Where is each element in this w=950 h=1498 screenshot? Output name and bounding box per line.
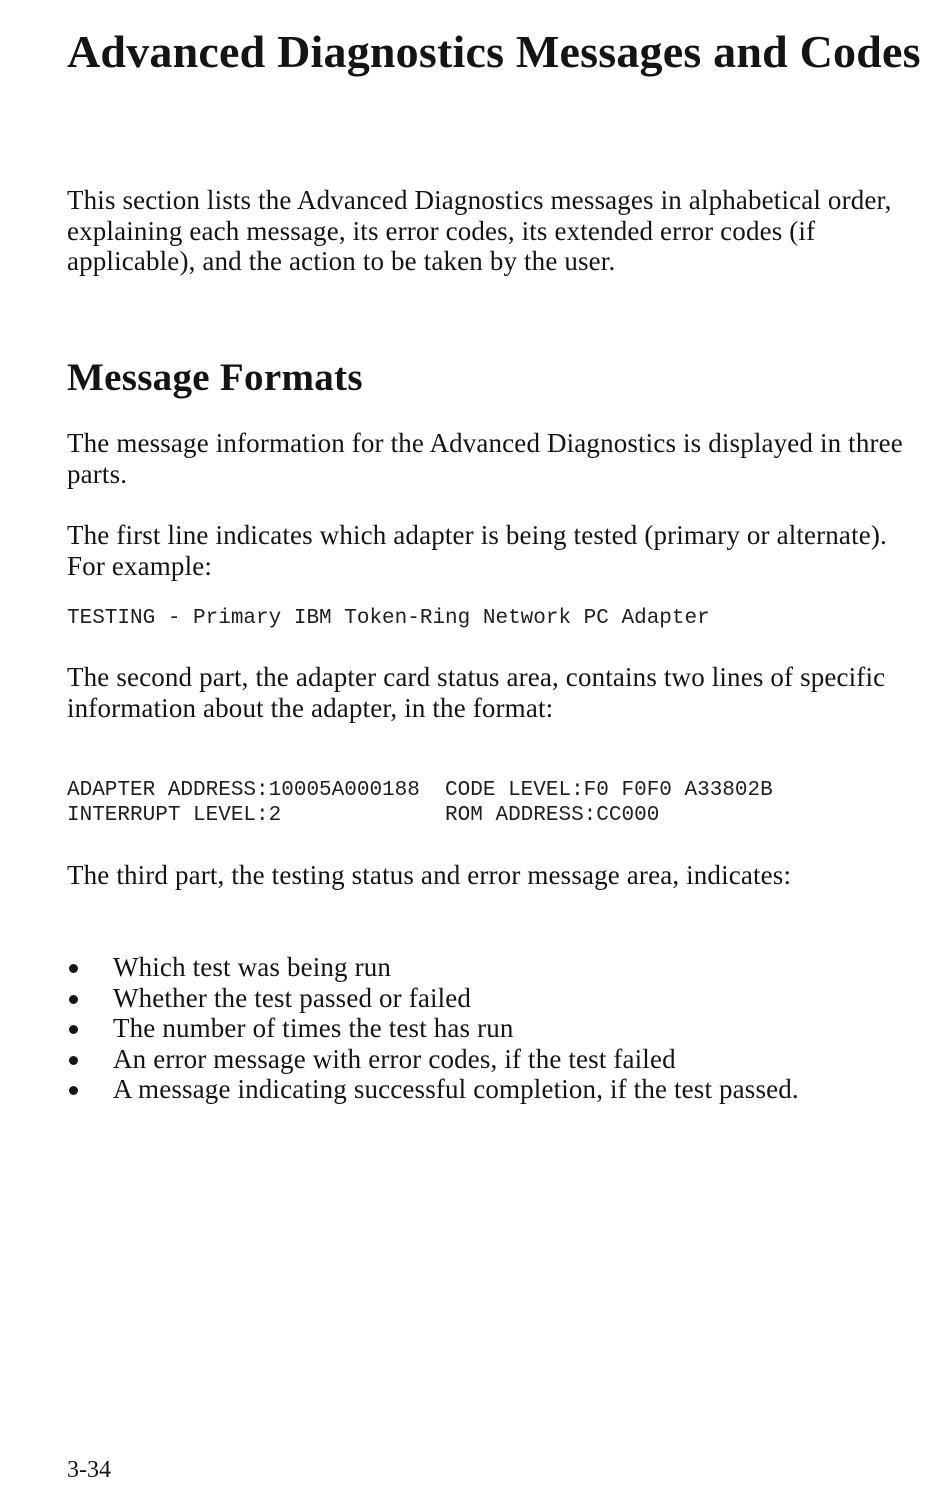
- list-item: [67, 1013, 887, 1044]
- bullet-dot-icon: [69, 964, 78, 973]
- list-item: [67, 983, 887, 1014]
- intro-paragraph: This section lists the Advanced Diagnostics messages in alphabetical order, explaining each message, its error codes, its extended error codes (if applicable), and the action to be taken by the user.: [67, 185, 892, 276]
- list-item-text: The number of times the test has run: [113, 1013, 514, 1043]
- example-status-line-2: INTERRUPT LEVEL:2 ROM ADDRESS:CC000: [67, 804, 660, 827]
- section-title: Advanced Diagnostics Messages and Codes: [67, 26, 921, 77]
- indicator-list: [67, 952, 887, 1105]
- list-item-text: An error message with error codes, if the test failed: [113, 1043, 676, 1074]
- paragraph-second-part: The second part, the adapter card status area, contains two lines of specific information about the adapter, in the format:: [67, 662, 886, 723]
- paragraph-third-part: The third part, the testing status and error message area, indicates:: [67, 860, 792, 890]
- example-testing-line: TESTING - Primary IBM Token-Ring Network PC Adapter: [67, 607, 710, 630]
- paragraph-first-line: The first line indicates which adapter is being tested (primary or alternate). For example:: [67, 520, 887, 581]
- list-item-text: A message indicating successful completion, if the test passed.: [113, 1074, 799, 1104]
- list-item: [67, 1044, 887, 1075]
- list-item: [67, 952, 887, 983]
- list-item-text: Which test was being run: [113, 952, 392, 982]
- bullet-dot-icon: [69, 1056, 78, 1065]
- list-item: [67, 1074, 887, 1105]
- bullet-dot-icon: [69, 1025, 78, 1034]
- list-item-text: Whether the test passed or failed: [113, 982, 472, 1013]
- subsection-title: Message Formats: [67, 356, 363, 399]
- bullet-dot-icon: [69, 995, 78, 1004]
- bullet-dot-icon: [69, 1086, 78, 1095]
- page-number: 3-34: [67, 1457, 111, 1483]
- example-status-line-1: ADAPTER ADDRESS:10005A000188 CODE LEVEL:F0 F0F0 A33802B: [67, 779, 773, 802]
- paragraph-three-parts: The message information for the Advanced Diagnostics is displayed in three parts.: [67, 428, 903, 489]
